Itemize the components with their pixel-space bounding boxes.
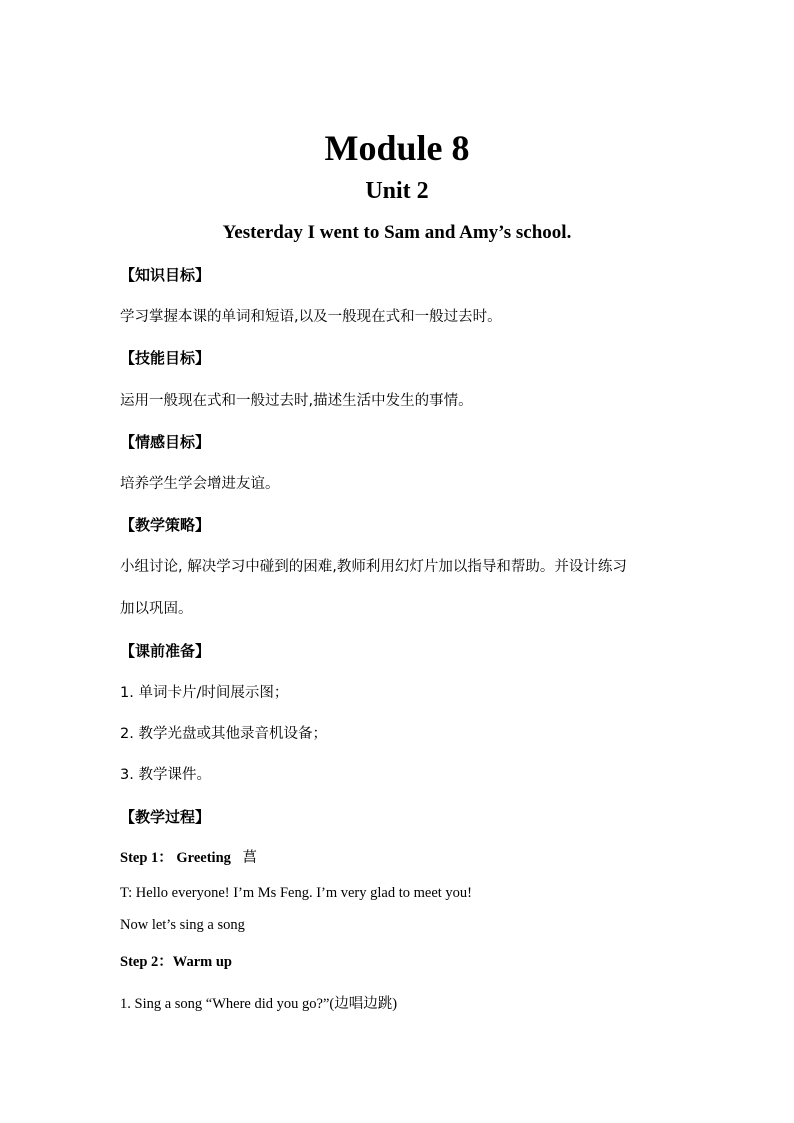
document-title: Module 8 — [324, 128, 470, 168]
step-1-mark: 菖 — [242, 850, 258, 866]
preparation-item: 1. 单词卡片/时间展示图； — [120, 685, 289, 701]
step-1-dialogue-line: T: Hello everyone! I’m Ms Feng. I’m very glad to meet you! — [120, 885, 473, 901]
step-1-heading — [120, 848, 257, 868]
step-1-label: Step 1： Greeting — [120, 850, 231, 866]
skill-goal-text: 运用一般现在式和一般过去时,描述生活中发生的事情。 — [120, 393, 473, 409]
emotion-goal-text: 培养学生学会增进友谊。 — [120, 476, 280, 492]
emotion-goal-heading: 【情感目标】 — [120, 433, 211, 451]
strategy-text-line-2: 加以巩固。 — [120, 601, 193, 617]
knowledge-goal-text: 学习掌握本课的单词和短语,以及一般现在式和一般过去时。 — [120, 309, 502, 325]
step-1-dialogue-line: Now let’s sing a song — [120, 917, 245, 933]
preparation-item: 3. 教学课件。 — [120, 767, 211, 783]
knowledge-goal-heading: 【知识目标】 — [120, 266, 211, 284]
lesson-subtitle: Yesterday I went to Sam and Amy’s school. — [222, 222, 572, 243]
preparation-item: 2. 教学光盘或其他录音机设备； — [120, 726, 327, 742]
preparation-heading: 【课前准备】 — [120, 642, 211, 660]
process-heading: 【教学过程】 — [120, 808, 211, 826]
step-2-heading: Step 2：Warm up — [120, 954, 232, 970]
step-2-activity-line: 1. Sing a song “Where did you go?”(边唱边跳) — [120, 996, 398, 1012]
skill-goal-heading: 【技能目标】 — [120, 349, 211, 367]
strategy-text-line-1: 小组讨论, 解决学习中碰到的困难,教师利用幻灯片加以指导和帮助。并设计练习 — [120, 559, 627, 575]
strategy-heading: 【教学策略】 — [120, 516, 211, 534]
unit-heading: Unit 2 — [365, 178, 429, 204]
